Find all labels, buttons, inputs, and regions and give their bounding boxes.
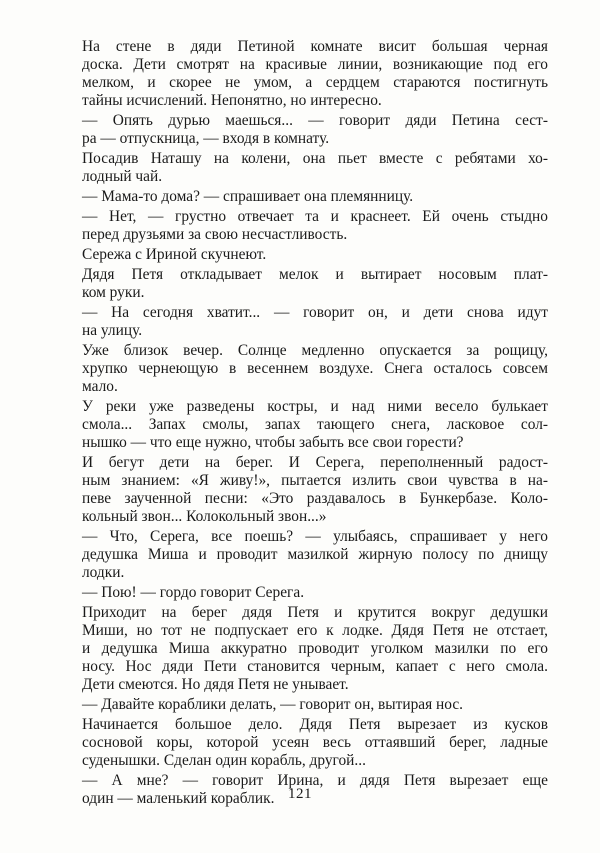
- text-line: Миши, но тот не подпускает его к лодке. Дядя Петя не отстает,: [82, 622, 548, 639]
- paragraph: [82, 112, 548, 148]
- text-line: — На сегодня хватит... — говорит он, и дети снова идут: [82, 304, 548, 321]
- text-line: и дедушка Миша аккуратно проводит уголком мазилки по его: [82, 640, 548, 657]
- text-line: — А мне? — говорит Ирина, и дядя Петя вырезает еще: [82, 772, 548, 789]
- text-line: дедушка Миша и проводит мазилкой жирную полосу по днищу: [82, 546, 548, 563]
- text-line: мало.: [82, 378, 118, 395]
- text-line: смола... Запах смолы, запах тающего снега, ласковое сол-: [82, 416, 548, 433]
- text-line: ра — отпускница, — входя в комнату.: [82, 130, 330, 147]
- text-line: — Пою! — гордо говорит Серега.: [82, 584, 305, 601]
- paragraph: [82, 696, 548, 714]
- text-line: Начинается большое дело. Дядя Петя вырезает из кусков: [82, 716, 548, 733]
- text-line: нышко — что еще нужно, чтобы забыть все свои горести?: [82, 434, 464, 451]
- text-line: Уже близок вечер. Солнце медленно опускается за рощицу,: [82, 342, 548, 359]
- text-line: суденышки. Сделан один корабль, другой...: [82, 752, 366, 769]
- paragraph: [82, 528, 548, 582]
- text-line: У реки уже разведены костры, и над ними весело булькает: [82, 398, 548, 415]
- paragraph: [82, 716, 548, 770]
- paragraph: [82, 398, 548, 452]
- paragraph: [82, 208, 548, 244]
- text-line: носу. Нос дяди Пети становится черным, капает с него смола.: [82, 658, 548, 675]
- text-line: хрупко чернеющую в весеннем воздухе. Снега осталось совсем: [82, 360, 548, 377]
- text-line: ком руки.: [82, 284, 145, 301]
- text-line: кольный звон... Колокольный звон...»: [82, 508, 327, 525]
- text-line: Дядя Петя откладывает мелок и вытирает носовым плат-: [82, 266, 548, 283]
- text-line: мелком, и скорее не умом, а сердцем стараются постигнуть: [82, 74, 548, 91]
- text-line: Дети смеются. Но дядя Петя не унывает.: [82, 676, 349, 693]
- paragraph: [82, 188, 548, 206]
- text-line: певе заученной песни: «Это раздавалось в Бункербазе. Коло-: [82, 490, 548, 507]
- text-line: На стене в дяди Петиной комнате висит большая черная: [82, 38, 548, 55]
- text-line: лодный чай.: [82, 168, 163, 185]
- text-line: — Опять дурью маешься... — говорит дяди Петина сест-: [82, 112, 548, 129]
- paragraph: [82, 304, 548, 340]
- text-line: один — маленький кораблик.: [82, 790, 275, 807]
- text-line: Сережа с Ириной скучнеют.: [82, 246, 267, 263]
- text-line: — Мама-то дома? — спрашивает она племянницу.: [82, 188, 414, 205]
- text-line: перед друзьями за свою несчастливость.: [82, 226, 348, 243]
- text-line: доска. Дети смотрят на красивые линии, возникающие под его: [82, 56, 548, 73]
- text-line: — Нет, — грустно отвечает та и краснеет. Ей очень стыдно: [82, 208, 548, 225]
- paragraph: [82, 342, 548, 396]
- paragraph: [82, 604, 548, 694]
- paragraph: [82, 246, 548, 264]
- page-number: 121: [288, 786, 312, 802]
- text-line: Приходит на берег дядя Петя и крутится вокруг дедушки: [82, 604, 548, 621]
- text-line: — Давайте кораблики делать, — говорит он, вытирая нос.: [82, 696, 464, 713]
- text-line: на улицу.: [82, 322, 143, 339]
- text-line: сосновой коры, которой усеян весь оттаявший берег, ладные: [82, 734, 548, 751]
- text-line: И бегут дети на берег. И Серега, переполненный радост-: [82, 454, 548, 471]
- paragraph: [82, 150, 548, 186]
- text-line: лодки.: [82, 564, 125, 581]
- paragraph: [82, 266, 548, 302]
- paragraph: [82, 584, 548, 602]
- paragraph: [82, 454, 548, 526]
- body-text: [82, 38, 548, 810]
- text-line: тайны исчислений. Непонятно, но интересно.: [82, 92, 382, 109]
- text-line: Посадив Наташу на колени, она пьет вместе с ребятами хо-: [82, 150, 548, 167]
- text-line: — Что, Серега, все поешь? — улыбаясь, спрашивает у него: [82, 528, 548, 545]
- paragraph: [82, 38, 548, 110]
- text-line: ным знанием: «Я живу!», пытается излить свои чувства в на-: [82, 472, 548, 489]
